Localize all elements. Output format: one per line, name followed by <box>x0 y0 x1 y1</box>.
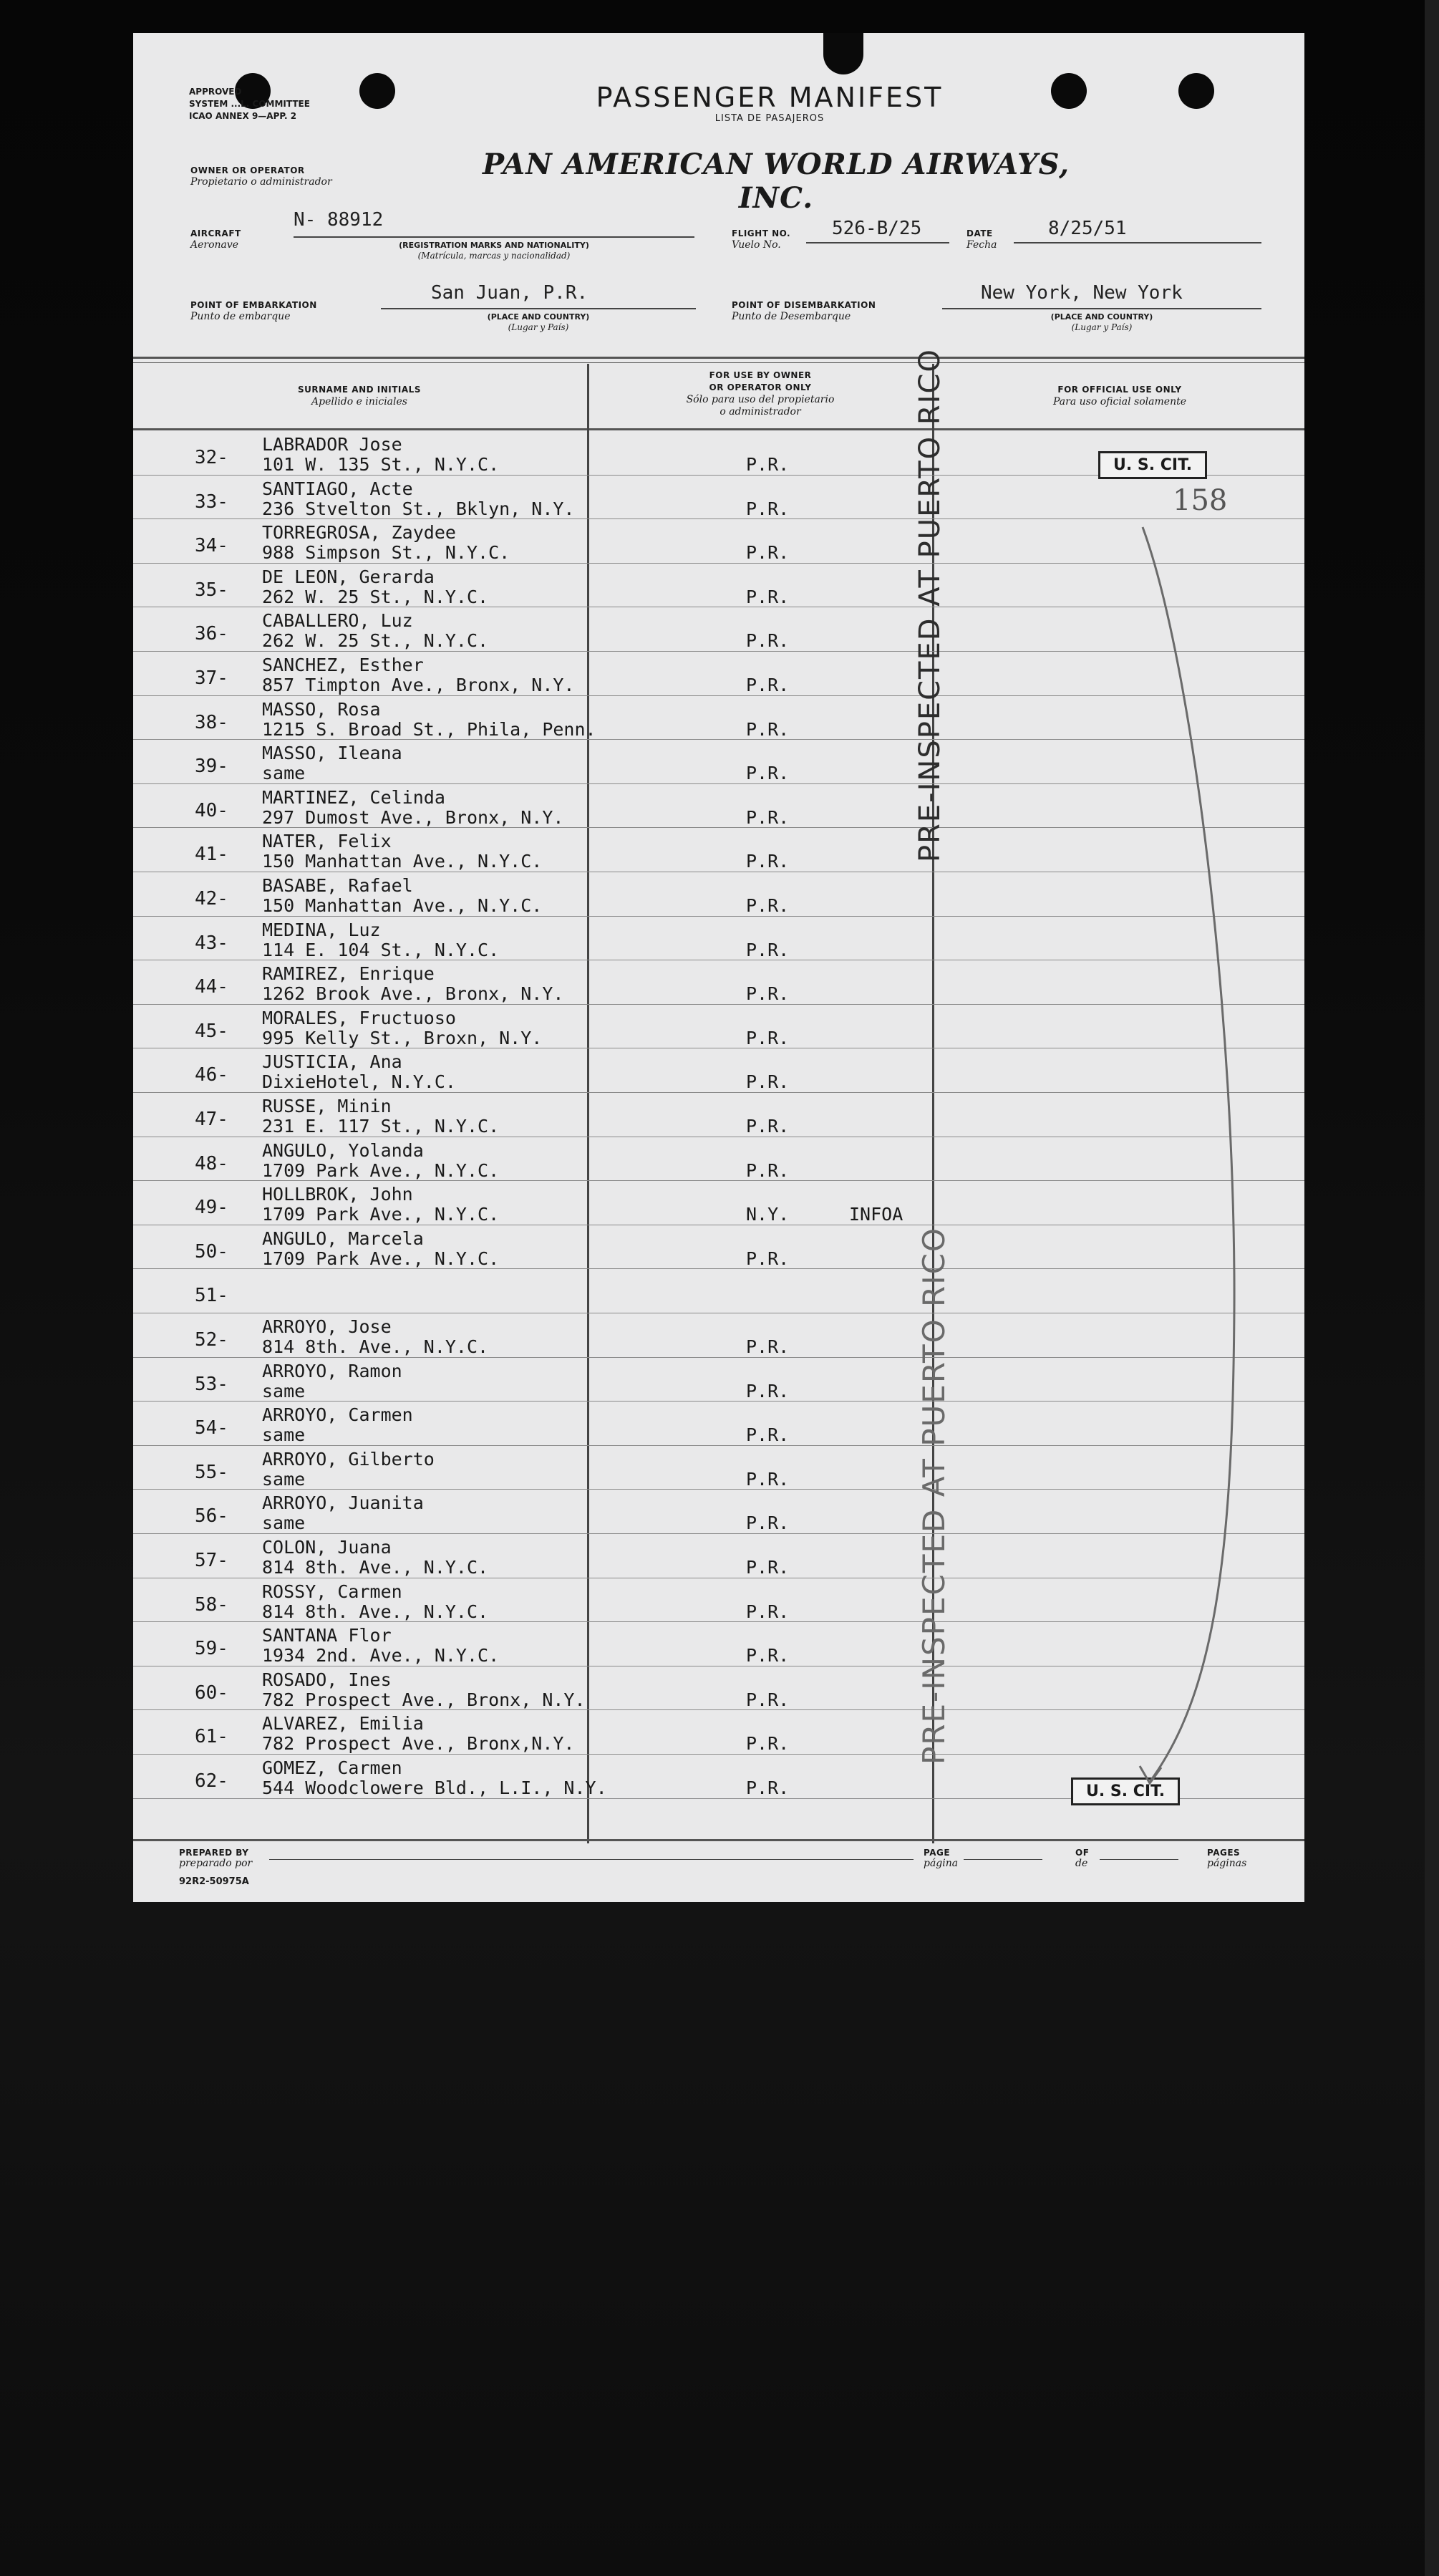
flight-value: 526-B/25 <box>832 218 922 239</box>
passenger-name: ROSSY, Carmen <box>262 1581 402 1602</box>
disembarkation-underline <box>942 308 1261 309</box>
embarkation-caption: (PLACE AND COUNTRY) (Lugar y País) <box>487 312 590 332</box>
passenger-name: LABRADOR Jose <box>262 434 402 455</box>
pencil-bracket-line <box>1064 520 1250 1795</box>
passenger-name: RUSSE, Minin <box>262 1096 392 1116</box>
aircraft-label: AIRCRAFT Aeronave <box>190 228 241 251</box>
origin-code: N.Y. <box>746 1204 790 1225</box>
disembarkation-label: POINT OF DISEMBARKATION Punto de Desembarque <box>732 300 876 322</box>
row-number: 34- <box>195 535 228 557</box>
approval-line: ICAO ANNEX 9—APP. 2 <box>189 111 297 121</box>
binding-notch <box>823 33 863 74</box>
row-number: 36- <box>195 623 228 645</box>
film-edge-strip <box>1425 0 1439 2576</box>
origin-code: P.R. <box>746 851 790 872</box>
passenger-name: SANTANA Flor <box>262 1625 392 1646</box>
passenger-name: SANCHEZ, Esther <box>262 655 424 675</box>
passenger-name: ANGULO, Marcela <box>262 1227 424 1249</box>
page-line <box>964 1859 1042 1860</box>
row-number: 44- <box>195 976 228 998</box>
passenger-name: ARROYO, Gilberto <box>262 1448 435 1470</box>
passenger-address: 1215 S. Broad St., Phila, Penn. <box>262 718 596 740</box>
approval-line: APPROVED <box>189 87 242 97</box>
passenger-address: same <box>262 1380 306 1402</box>
approval-line: SYSTEM ...L. COMMITTEE <box>189 99 310 109</box>
row-number: 40- <box>195 799 228 821</box>
passenger-address: 814 8th. Ave., N.Y.C. <box>262 1557 489 1578</box>
passenger-name: MORALES, Fructuoso <box>262 1007 456 1028</box>
row-number: 56- <box>195 1505 228 1528</box>
passenger-name: NATER, Felix <box>262 831 392 852</box>
pages-label: PAGES páginas <box>1207 1848 1247 1869</box>
row-number: 49- <box>195 1197 228 1219</box>
us-citizen-stamp: U. S. CIT. <box>1098 451 1207 479</box>
passenger-address: 150 Manhattan Ave., N.Y.C. <box>262 895 543 916</box>
punch-hole <box>359 73 395 109</box>
flight-label: FLIGHT NO. Vuelo No. <box>732 228 791 251</box>
passenger-address: 231 E. 117 St., N.Y.C. <box>262 1116 500 1137</box>
origin-code: P.R. <box>746 1116 790 1137</box>
origin-code: P.R. <box>746 763 790 784</box>
origin-code: P.R. <box>746 1601 790 1622</box>
origin-code: P.R. <box>746 895 790 916</box>
disembarkation-value: New York, New York <box>981 282 1183 304</box>
punch-hole <box>1178 73 1214 109</box>
row-number: 59- <box>195 1638 228 1660</box>
origin-code: P.R. <box>746 1248 790 1269</box>
surname-column-header: SURNAME AND INITIALS Apellido e iniciales <box>298 385 421 407</box>
passenger-name: MASSO, Ileana <box>262 743 402 764</box>
passenger-address: 236 Stvelton St., Bklyn, N.Y. <box>262 498 575 519</box>
date-value: 8/25/51 <box>1048 218 1127 239</box>
origin-code: P.R. <box>746 1645 790 1666</box>
page-label: PAGE página <box>924 1848 959 1869</box>
row-number: 45- <box>195 1020 228 1042</box>
header-rule <box>133 362 1304 363</box>
origin-code: P.R. <box>746 718 790 740</box>
passenger-address: DixieHotel, N.Y.C. <box>262 1071 456 1093</box>
row-number: 54- <box>195 1417 228 1439</box>
origin-code: P.R. <box>746 542 790 564</box>
passenger-address: 101 W. 135 St., N.Y.C. <box>262 454 500 475</box>
passenger-name: DE LEON, Gerarda <box>262 566 435 587</box>
passenger-address: 1709 Park Ave., N.Y.C. <box>262 1248 500 1269</box>
passenger-address: 262 W. 25 St., N.Y.C. <box>262 630 489 652</box>
embarkation-label: POINT OF EMBARKATION Punto de embarque <box>190 300 317 322</box>
origin-code: P.R. <box>746 1468 790 1490</box>
row-number: 47- <box>195 1109 228 1130</box>
passenger-name: TORREGROSA, Zaydee <box>262 522 456 544</box>
row-number: 60- <box>195 1682 228 1704</box>
flight-underline <box>806 242 949 243</box>
disembarkation-caption: (PLACE AND COUNTRY) (Lugar y País) <box>1050 312 1153 332</box>
row-number: 32- <box>195 447 228 468</box>
row-number: 62- <box>195 1770 228 1792</box>
passenger-name: SANTIAGO, Acte <box>262 478 413 499</box>
origin-code: P.R. <box>746 806 790 828</box>
passenger-address: 114 E. 104 St., N.Y.C. <box>262 939 500 960</box>
passenger-address: 150 Manhattan Ave., N.Y.C. <box>262 851 543 872</box>
date-label: DATE Fecha <box>966 228 997 251</box>
origin-code: P.R. <box>746 1557 790 1578</box>
passenger-address: 1934 2nd. Ave., N.Y.C. <box>262 1645 500 1666</box>
embarkation-value: San Juan, P.R. <box>431 282 588 304</box>
row-number: 39- <box>195 756 228 778</box>
table-bottom-rule <box>133 1839 1304 1841</box>
row-number: 46- <box>195 1064 228 1086</box>
passenger-address: 814 8th. Ave., N.Y.C. <box>262 1336 489 1357</box>
origin-code: P.R. <box>746 1733 790 1755</box>
passenger-name: ALVAREZ, Emilia <box>262 1713 424 1735</box>
us-citizen-stamp: U. S. CIT. <box>1071 1777 1180 1805</box>
row-number: 43- <box>195 932 228 954</box>
passenger-address: same <box>262 1513 306 1534</box>
passenger-name: RAMIREZ, Enrique <box>262 963 435 985</box>
origin-code: P.R. <box>746 1027 790 1048</box>
aircraft-caption: (REGISTRATION MARKS AND NATIONALITY) (Matrícula, marcas y nacionalidad) <box>399 241 589 261</box>
prepared-by-label: PREPARED BY preparado por <box>179 1848 253 1869</box>
origin-code: P.R. <box>746 454 790 475</box>
row-number: 42- <box>195 888 228 910</box>
passenger-name: ARROYO, Jose <box>262 1316 392 1337</box>
manifest-sheet <box>133 33 1304 1902</box>
embarkation-underline <box>381 308 696 309</box>
passenger-address: 995 Kelly St., Broxn, N.Y. <box>262 1027 543 1048</box>
passenger-address: same <box>262 1468 306 1490</box>
origin-code: P.R. <box>746 1777 790 1798</box>
origin-code: P.R. <box>746 1071 790 1093</box>
aircraft-value: N- 88912 <box>294 209 384 231</box>
row-number: 55- <box>195 1461 228 1483</box>
passenger-name: JUSTICIA, Ana <box>262 1051 402 1073</box>
row-number: 57- <box>195 1550 228 1571</box>
passenger-address: 857 Timpton Ave., Bronx, N.Y. <box>262 675 575 695</box>
passenger-name: ARROYO, Carmen <box>262 1404 413 1426</box>
passenger-address: 782 Prospect Ave., Bronx, N.Y. <box>262 1689 586 1710</box>
origin-code: P.R. <box>746 586 790 607</box>
passenger-name: MARTINEZ, Celinda <box>262 786 445 808</box>
origin-code: P.R. <box>746 630 790 652</box>
passenger-address: 814 8th. Ave., N.Y.C. <box>262 1601 489 1622</box>
passenger-note: INFOA <box>849 1204 903 1225</box>
row-number: 61- <box>195 1726 228 1748</box>
column-header-rule <box>133 428 1304 430</box>
origin-code: P.R. <box>746 1513 790 1534</box>
passenger-name: ANGULO, Yolanda <box>262 1139 424 1161</box>
origin-code: P.R. <box>746 1336 790 1357</box>
pages-line <box>1100 1859 1178 1860</box>
manifest-title: PASSENGER MANIFEST <box>596 82 944 113</box>
origin-code: P.R. <box>746 498 790 519</box>
passenger-name: ROSADO, Ines <box>262 1669 392 1690</box>
owner-label: OWNER OR OPERATOR Propietario o administrador <box>190 165 332 188</box>
passenger-name: BASABE, Rafael <box>262 875 413 896</box>
form-number: 92R2-50975A <box>179 1876 249 1887</box>
row-number: 50- <box>195 1240 228 1263</box>
passenger-address: 297 Dumost Ave., Bronx, N.Y. <box>262 806 564 828</box>
row-number: 53- <box>195 1373 228 1395</box>
origin-code: P.R. <box>746 675 790 695</box>
airline-name: PAN AMERICAN WORLD AIRWAYS, INC. <box>482 148 1070 215</box>
row-number: 58- <box>195 1593 228 1616</box>
passenger-address: 544 Woodclowere Bld., L.I., N.Y. <box>262 1777 607 1798</box>
passenger-address: same <box>262 763 306 784</box>
row-number: 33- <box>195 491 228 513</box>
approval-block <box>189 86 310 122</box>
row-number: 52- <box>195 1329 228 1351</box>
of-label: OF de <box>1075 1848 1090 1869</box>
origin-code: P.R. <box>746 1159 790 1181</box>
row-number: 35- <box>195 579 228 601</box>
passenger-address: 1709 Park Ave., N.Y.C. <box>262 1204 500 1225</box>
prepared-by-line <box>269 1859 914 1860</box>
origin-code: P.R. <box>746 983 790 1005</box>
passenger-address: 1262 Brook Ave., Bronx, N.Y. <box>262 983 564 1005</box>
row-number: 48- <box>195 1152 228 1174</box>
origin-code: P.R. <box>746 1689 790 1710</box>
row-number: 37- <box>195 667 228 689</box>
origin-code: P.R. <box>746 1380 790 1402</box>
aircraft-underline <box>294 236 694 238</box>
pencil-annotation: 158 <box>1173 484 1228 517</box>
passenger-address: 988 Simpson St., N.Y.C. <box>262 542 510 564</box>
manifest-subtitle: LISTA DE PASAJEROS <box>714 113 825 124</box>
pre-inspected-stamp: PRE-INSPECTED AT PUERTO RICO <box>914 348 946 862</box>
passenger-name: ARROYO, Juanita <box>262 1492 424 1514</box>
passenger-name: ARROYO, Ramon <box>262 1360 402 1381</box>
origin-code: P.R. <box>746 939 790 960</box>
pre-inspected-stamp-faded: PRE-INSPECTED AT PUERTO RICO <box>916 1227 951 1765</box>
owner-use-column-header: FOR USE BY OWNER OR OPERATOR ONLY Sólo para uso del propietario o administrador <box>686 370 835 418</box>
official-use-column-header: FOR OFFICIAL USE ONLY Para uso oficial solamente <box>1053 385 1186 407</box>
date-underline <box>1014 242 1261 243</box>
passenger-name: MEDINA, Luz <box>262 919 381 940</box>
passenger-name: COLON, Juana <box>262 1537 392 1558</box>
passenger-address: 782 Prospect Ave., Bronx,N.Y. <box>262 1733 575 1755</box>
row-number: 38- <box>195 711 228 733</box>
passenger-address: 1709 Park Ave., N.Y.C. <box>262 1159 500 1181</box>
passenger-name: MASSO, Rosa <box>262 698 381 720</box>
passenger-name: GOMEZ, Carmen <box>262 1757 402 1778</box>
punch-hole <box>1051 73 1087 109</box>
passenger-name: HOLLBROK, John <box>262 1184 413 1205</box>
origin-code: P.R. <box>746 1424 790 1446</box>
row-number: 51- <box>195 1285 228 1307</box>
row-number: 41- <box>195 844 228 866</box>
header-rule <box>133 357 1304 359</box>
passenger-address: same <box>262 1424 306 1446</box>
passenger-address: 262 W. 25 St., N.Y.C. <box>262 586 489 607</box>
passenger-name: CABALLERO, Luz <box>262 610 413 632</box>
